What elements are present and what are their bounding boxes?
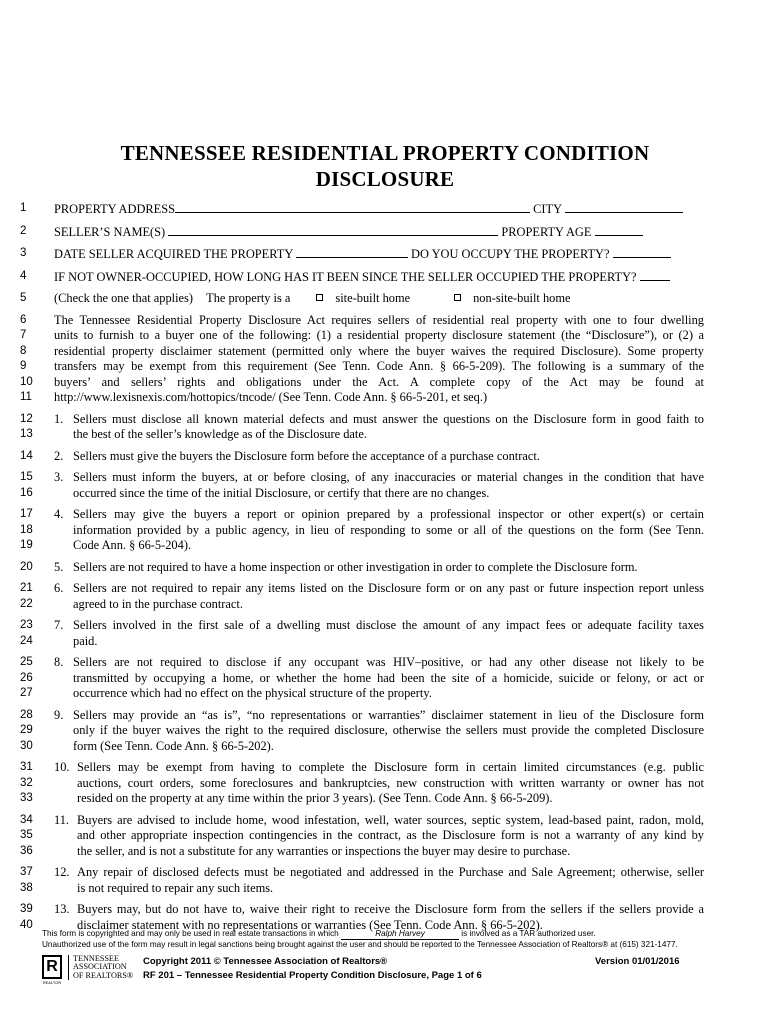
item-line: only if the buyer waives the right to the required disclosure, otherwise the sellers must provide the completed Disclosure bbox=[73, 723, 704, 737]
intro-paragraph bbox=[20, 313, 704, 406]
item-content bbox=[54, 618, 704, 649]
line-number: 2 bbox=[20, 224, 27, 237]
line-number: 28 bbox=[20, 708, 33, 721]
item-number: 10. bbox=[54, 760, 70, 774]
title-line-2: DISCLOSURE bbox=[315, 167, 455, 191]
line-number: 37 bbox=[20, 866, 33, 878]
line-number: 12 bbox=[20, 412, 33, 425]
line-number: 14 bbox=[20, 449, 33, 462]
line-numbers bbox=[20, 470, 54, 501]
check-instruction: (Check the one that applies) bbox=[54, 291, 194, 305]
line-number: 24 bbox=[20, 634, 33, 647]
item-body bbox=[54, 655, 704, 702]
line-numbers bbox=[20, 655, 54, 702]
line-number: 7 bbox=[20, 329, 27, 341]
item-text bbox=[73, 507, 704, 554]
line-number: 17 bbox=[20, 508, 33, 520]
item-text bbox=[77, 760, 704, 807]
line-number: 13 bbox=[20, 428, 33, 440]
item-number: 12. bbox=[54, 865, 70, 879]
intro-text bbox=[54, 313, 704, 406]
line-numbers bbox=[20, 313, 54, 406]
item-body bbox=[54, 618, 704, 649]
form-line-not-owner-occupied bbox=[20, 269, 704, 286]
property-address-label: PROPERTY ADDRESS bbox=[54, 202, 176, 216]
item-content bbox=[54, 560, 704, 576]
item-text bbox=[73, 655, 704, 702]
seller-names-field[interactable] bbox=[168, 224, 498, 236]
intro-line: The Tennessee Residential Property Disclosure Act requires sellers of residential real property with one to four dwelling bbox=[54, 312, 704, 327]
item-body bbox=[54, 470, 704, 501]
footer-copyright-text: This form is copyrighted and may only be used in real estate transactions in which bbox=[42, 929, 339, 938]
item-text bbox=[77, 813, 704, 860]
line-number: 26 bbox=[20, 671, 33, 684]
item-text bbox=[73, 708, 704, 755]
line-number: 15 bbox=[20, 471, 33, 483]
item-number: 6. bbox=[54, 581, 64, 595]
item-line: Sellers may give the buyers a report or opinion prepared by a professional inspector or other expert(s) or certain bbox=[73, 507, 704, 521]
intro-line: transfers may be exempt from this requirement (See Tenn. Code Ann. § 66-5-209). The following is a summary of the bbox=[54, 359, 704, 373]
line-number: 10 bbox=[20, 375, 33, 388]
item-line: Sellers are not required to disclose if any occupant was HIV–positive, or had any other disease not likely to be bbox=[73, 655, 704, 669]
item-body bbox=[54, 412, 704, 443]
item-number: 3. bbox=[54, 470, 64, 484]
line-number: 5 bbox=[20, 292, 27, 304]
disclosure-item bbox=[20, 760, 704, 807]
document-title bbox=[0, 140, 770, 192]
date-acquired-label: DATE SELLER ACQUIRED THE PROPERTY bbox=[54, 247, 293, 261]
item-number: 5. bbox=[54, 559, 64, 574]
line-number: 20 bbox=[20, 560, 33, 573]
item-body bbox=[54, 449, 704, 465]
item-line: Sellers must disclose all known material defects and must answer the questions on the Disclosure form in good faith to bbox=[73, 411, 704, 426]
item-line: Sellers must inform the buyers, at or before closing, of any inaccuracies or material changes in the condition that have bbox=[73, 470, 704, 484]
non-site-built-checkbox[interactable] bbox=[454, 294, 461, 301]
line-number: 30 bbox=[20, 739, 33, 752]
site-built-checkbox[interactable] bbox=[316, 294, 323, 301]
occupy-field[interactable] bbox=[613, 246, 671, 258]
item-number: 9. bbox=[54, 707, 64, 722]
line-number: 16 bbox=[20, 486, 33, 499]
line-number: 22 bbox=[20, 597, 33, 610]
disclosure-item bbox=[20, 655, 704, 702]
item-number: 4. bbox=[54, 507, 64, 521]
intro-line: residential property disclaimer statement (permitted only where the buyer waives the required Disclosure). Some property bbox=[54, 343, 704, 358]
item-line: is not required to repair any such items. bbox=[77, 880, 274, 895]
city-label: CITY bbox=[533, 202, 562, 216]
disclosure-item bbox=[20, 412, 704, 443]
line-number: 25 bbox=[20, 656, 33, 668]
item-number: 8. bbox=[54, 655, 64, 669]
line-numbers bbox=[20, 581, 54, 612]
realtor-mark-text: REALTOR bbox=[42, 980, 62, 985]
line-numbers bbox=[20, 813, 54, 860]
disclosure-item bbox=[20, 618, 704, 649]
line-numbers bbox=[20, 449, 54, 465]
association-name: TENNESSEE ASSOCIATION OF REALTORS® bbox=[68, 955, 133, 980]
item-line: Sellers may be exempt from having to complete the Disclosure form in certain limited circumstances (e.g. public bbox=[77, 760, 704, 774]
item-number: 1. bbox=[54, 411, 64, 426]
item-body bbox=[54, 708, 704, 755]
item-number: 13. bbox=[54, 902, 70, 916]
footer-form-info bbox=[143, 955, 482, 983]
disclosure-item bbox=[20, 581, 704, 612]
item-text bbox=[73, 412, 704, 443]
line-number: 31 bbox=[20, 761, 33, 773]
line-number: 23 bbox=[20, 619, 33, 631]
footer-authorized-text: is involved as a TAR authorized user. bbox=[461, 929, 596, 938]
item-number: 7. bbox=[54, 618, 64, 632]
seller-names-label: SELLER’S NAME(S) bbox=[54, 224, 166, 239]
item-body bbox=[54, 507, 704, 554]
line-number: 38 bbox=[20, 881, 33, 894]
item-body bbox=[54, 813, 704, 860]
item-content bbox=[54, 760, 704, 807]
copyright-line: Copyright 2011 © Tennessee Association of Realtors® bbox=[143, 956, 388, 967]
not-occupied-label: IF NOT OWNER-OCCUPIED, HOW LONG HAS IT BEEN SINCE THE SELLER OCCUPIED THE PROPERTY? bbox=[54, 269, 637, 284]
item-line: Sellers are not required to repair any items listed on the Disclosure form or on any past or future inspection report unless bbox=[73, 581, 704, 595]
occupy-label: DO YOU OCCUPY THE PROPERTY? bbox=[411, 247, 610, 261]
disclosure-item bbox=[20, 865, 704, 896]
property-age-field[interactable] bbox=[595, 224, 643, 236]
disclosure-item bbox=[20, 708, 704, 755]
item-content bbox=[54, 865, 704, 896]
line-number: 3 bbox=[20, 247, 27, 259]
line-number: 39 bbox=[20, 903, 33, 915]
line-number: 8 bbox=[20, 344, 27, 357]
item-text bbox=[77, 865, 704, 896]
intro-line: units to furnish to a buyer one of the following: (1) a residential property disclosure statement (the “Disclosure”), or (2) a bbox=[54, 328, 704, 342]
intro-line: http://www.lexisnexis.com/hottopics/tncode/ (See Tenn. Code Ann. § 66-5-201, et seq.) bbox=[54, 390, 488, 404]
disclosure-item bbox=[20, 560, 704, 576]
item-line: Buyers are advised to include home, wood infestation, well, water sources, septic system, lead-based paint, radon, mold, bbox=[77, 812, 704, 827]
item-line: and other appropriate inspection contingencies in the contract, as the Disclosure form is not a warranty of any kind by bbox=[77, 828, 704, 842]
not-occupied-field[interactable] bbox=[640, 269, 670, 281]
item-line: transmitted by occupying a home, or whether the home had been the site of a homicide, suicide or felony, or act or bbox=[73, 670, 704, 685]
line-number: 6 bbox=[20, 313, 27, 326]
line-numbers bbox=[20, 560, 54, 576]
item-line: Any repair of disclosed defects must be negotiated and addressed in the Purchase and Sale Agreement; otherwise, seller bbox=[77, 865, 704, 879]
site-built-label: site-built home bbox=[335, 291, 411, 305]
non-site-built-label: non-site-built home bbox=[473, 291, 571, 305]
item-line: the seller, and is not a substitute for any warranties or inspections the buyer may desire to purchase. bbox=[77, 843, 571, 858]
form-line-property-type bbox=[20, 291, 704, 307]
title-line-1: TENNESSEE RESIDENTIAL PROPERTY CONDITION bbox=[120, 141, 650, 165]
item-line: disclaimer statement with no representations or warranties (See Tenn. Code Ann. § 66-5-202). bbox=[77, 917, 543, 932]
line-number: 36 bbox=[20, 844, 33, 857]
item-text bbox=[73, 618, 704, 649]
item-line: occurred since the time of the initial Disclosure, or certify that there are no changes. bbox=[73, 485, 490, 500]
line-number: 4 bbox=[20, 269, 27, 282]
line-numbers bbox=[20, 865, 54, 896]
item-line: information provided by a public agency, in lieu of responding to some or all of the questions on the form (See Tenn. bbox=[73, 522, 704, 537]
line-numbers bbox=[20, 618, 54, 649]
line-numbers bbox=[20, 760, 54, 807]
item-text bbox=[73, 581, 704, 612]
property-type-label: The property is a bbox=[206, 291, 291, 305]
line-number: 32 bbox=[20, 776, 33, 789]
item-line: Buyers may, but do not have to, waive their right to receive the Disclosure form from the sellers if the sellers provide a bbox=[77, 902, 704, 916]
realtor-r-icon: R bbox=[42, 955, 62, 979]
footer-unauthorized-text: Unauthorized use of the form may result in legal sanctions being brought against the user and should be reported to the Tennessee Association of Realtors® at (615) 321-1477. bbox=[42, 940, 678, 949]
line-number: 33 bbox=[20, 792, 33, 804]
item-text bbox=[73, 449, 704, 465]
item-line: Sellers are not required to have a home inspection or other investigation in order to complete the Disclosure form. bbox=[73, 559, 638, 574]
item-line: Sellers may provide an “as is”, “no representations or warranties” disclaimer statement in lieu of the Disclosure form bbox=[73, 707, 704, 722]
line-number: 27 bbox=[20, 687, 33, 699]
form-line-seller-names bbox=[20, 224, 704, 241]
city-field[interactable] bbox=[565, 201, 683, 213]
item-text bbox=[73, 470, 704, 501]
tar-logo bbox=[42, 955, 133, 985]
item-body bbox=[54, 581, 704, 612]
item-line: Code Ann. § 66-5-204). bbox=[73, 538, 192, 552]
disclosure-item bbox=[20, 507, 704, 554]
form-line-property-address bbox=[20, 201, 704, 218]
disclosure-items-list bbox=[20, 412, 704, 934]
line-number: 21 bbox=[20, 582, 33, 594]
item-content bbox=[54, 507, 704, 554]
item-line: resided on the property at any time within the prior 3 years). (See Tenn. Code Ann. § 66-5-209). bbox=[77, 791, 553, 805]
item-line: agreed to in the purchase contract. bbox=[73, 596, 243, 611]
item-body bbox=[54, 560, 704, 576]
form-line-date-acquired bbox=[20, 246, 704, 263]
property-age-label: PROPERTY AGE bbox=[501, 224, 592, 239]
item-number: 11. bbox=[54, 812, 70, 827]
line-number: 1 bbox=[20, 202, 27, 214]
item-content bbox=[54, 449, 704, 465]
line-number: 19 bbox=[20, 539, 33, 551]
item-number: 2. bbox=[54, 448, 64, 463]
item-line: auctions, court orders, some foreclosures and bankruptcies, new construction with written warranty or owner has not bbox=[77, 775, 704, 790]
item-content bbox=[54, 470, 704, 501]
item-line: Sellers must give the buyers the Disclosure form before the acceptance of a purchase contract. bbox=[73, 448, 540, 463]
line-number: 11 bbox=[20, 391, 32, 403]
line-number: 35 bbox=[20, 829, 33, 841]
date-acquired-field[interactable] bbox=[296, 246, 408, 258]
intro-line: buyers’ and sellers’ rights and obligations under the Act. A complete copy of the Act may be found at bbox=[54, 374, 704, 389]
line-number: 40 bbox=[20, 918, 33, 931]
item-content bbox=[54, 581, 704, 612]
line-numbers bbox=[20, 507, 54, 554]
item-body bbox=[54, 865, 704, 896]
item-line: form (See Tenn. Code Ann. § 66-5-202). bbox=[73, 738, 274, 753]
disclosure-item bbox=[20, 813, 704, 860]
item-line: occurrence which had no effect on the physical structure of the property. bbox=[73, 686, 432, 700]
line-numbers bbox=[20, 412, 54, 443]
item-body bbox=[54, 760, 704, 807]
version-label: Version 01/01/2016 bbox=[595, 956, 680, 967]
property-address-field[interactable] bbox=[175, 201, 530, 213]
disclosure-item bbox=[20, 449, 704, 465]
line-number: 34 bbox=[20, 813, 33, 826]
authorized-user-name: Ralph Harvey bbox=[341, 929, 459, 940]
line-number: 9 bbox=[20, 360, 27, 372]
form-id-line: RF 201 – Tennessee Residential Property Condition Disclosure, Page 1 of 6 bbox=[143, 970, 482, 981]
item-text bbox=[73, 560, 704, 576]
item-line: Sellers involved in the first sale of a dwelling must disclose the amount of any impact fees or adequate facility taxes bbox=[73, 618, 704, 632]
footer-notice bbox=[42, 929, 732, 950]
item-line: paid. bbox=[73, 633, 98, 648]
item-content bbox=[54, 813, 704, 860]
line-number: 18 bbox=[20, 523, 33, 536]
line-numbers bbox=[20, 708, 54, 755]
item-line: the best of the seller’s knowledge as of the Disclosure date. bbox=[73, 427, 367, 441]
document-body bbox=[20, 201, 704, 939]
line-number: 29 bbox=[20, 724, 33, 736]
item-content bbox=[54, 655, 704, 702]
item-content bbox=[54, 412, 704, 443]
disclosure-item bbox=[20, 470, 704, 501]
item-content bbox=[54, 708, 704, 755]
